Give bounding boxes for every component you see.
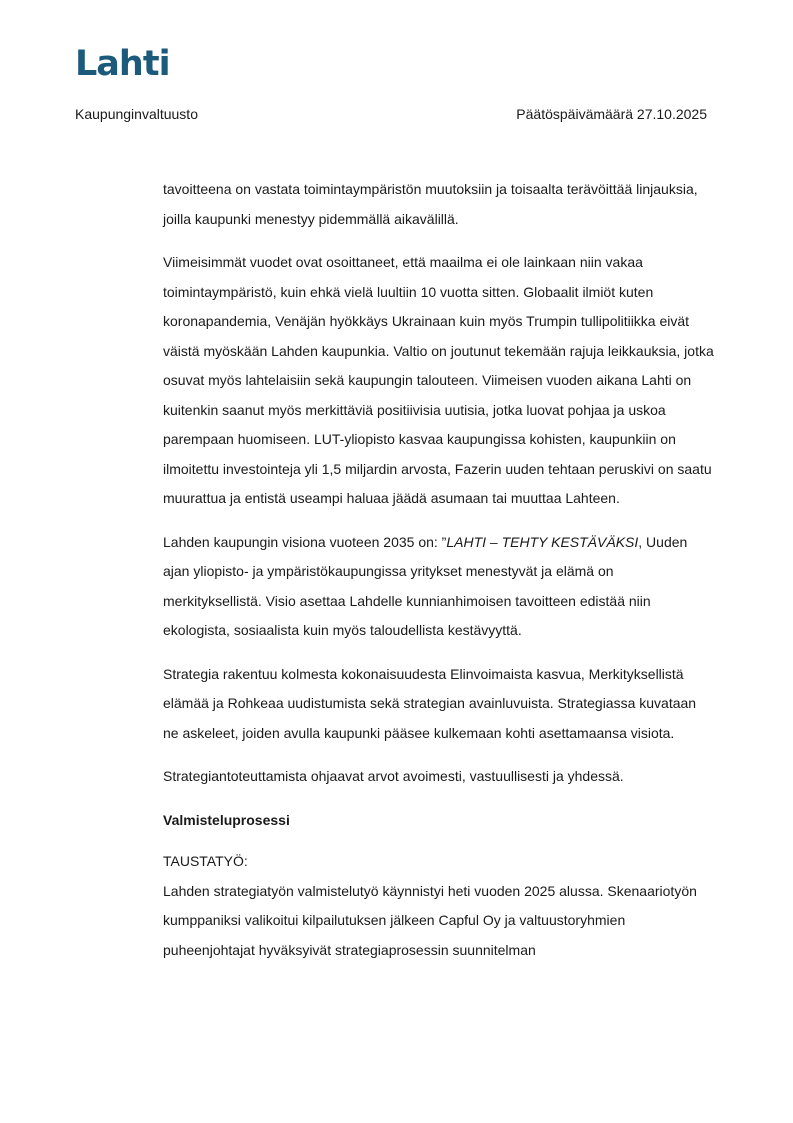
- organization-name: Kaupunginvaltuusto: [75, 106, 198, 122]
- paragraph-goal: tavoitteena on vastata toimintaympäristön muutoksiin ja toisaalta terävöittää linjauksia, joilla kaupunki menestyy pidemmällä aikavälillä.: [163, 181, 698, 227]
- vision-intro: Lahden kaupungin visiona vuoteen 2035 on: ”: [163, 533, 447, 550]
- document-body: [163, 175, 715, 979]
- lahti-logo: Lahti: [75, 44, 170, 84]
- paragraph-values: Strategiantoteuttamista ohjaavat arvot avoimesti, vastuullisesti ja yhdessä.: [163, 768, 624, 784]
- paragraph-environment: Viimeisimmät vuodet ovat osoittaneet, että maailma ei ole lainkaan niin vakaa toimintaympäristö, kuin ehkä vielä luultiin 10 vuotta sitten. Globaalit ilmiöt kuten koronapandemia, Venäjän hyökkäys Ukrainaan kuin myös Trumpin tullipolitiikka eivät väistä myöskään Lahden kaupunkia. Valtio on joutunut tekemään rajuja leikkauksia, jotka osuvat myös lahtelaisiin sekä kaupungin talouteen. Viimeisen vuoden aikana Lahti on kuitenkin saanut myös merkittäviä positiivisia uutisia, jotka luovat pohjaa ja uskoa parempaan huomiseen. LUT-yliopisto kasvaa kaupungissa kohisten, kaupunkiin on ilmoitettu investointeja yli 1,5 miljardin arvosta, Fazerin uuden tehtaan peruskivi on saatu muurattua ja entistä useampi haluaa jäädä asumaan tai muuttaa Lahteen.: [163, 254, 714, 506]
- section-heading: Valmisteluprosessi: [163, 811, 290, 828]
- paragraph-strategy-structure: Strategia rakentuu kolmesta kokonaisuudesta Elinvoimaista kasvua, Merkityksellistä elämää ja Rohkeaa uudistumista sekä strategian avainluvuista. Strategiassa kuvataan ne askeleet, joiden avulla kaupunki pääsee kulkemaan kohti asettamaansa visiota.: [163, 665, 697, 741]
- subheading-background: TAUSTATYÖ:: [163, 853, 248, 869]
- decision-date: Päätöspäivämäärä 27.10.2025: [516, 106, 707, 122]
- paragraph-preparation: Lahden strategiatyön valmistelutyö käynnistyi heti vuoden 2025 alussa. Skenaariotyön kumppaniksi valikoitui kilpailutuksen jälkeen Capful Oy ja valtuustoryhmien puheenjohtajat hyväksyivät strategiaprosessin suunnitelman: [163, 882, 697, 958]
- paragraph-vision: [163, 528, 715, 646]
- vision-rest: , Uuden ajan yliopisto- ja ympäristökaupungissa yritykset menestyvät ja elämä on merkityksellistä. Visio asettaa Lahdelle kunnianhimoisen tavoitteen edistää niin ekologista, sosiaalista kuin myös taloudellista kestävyyttä.: [163, 533, 688, 638]
- vision-slogan: LAHTI – TEHTY KESTÄVÄKSI: [446, 533, 639, 550]
